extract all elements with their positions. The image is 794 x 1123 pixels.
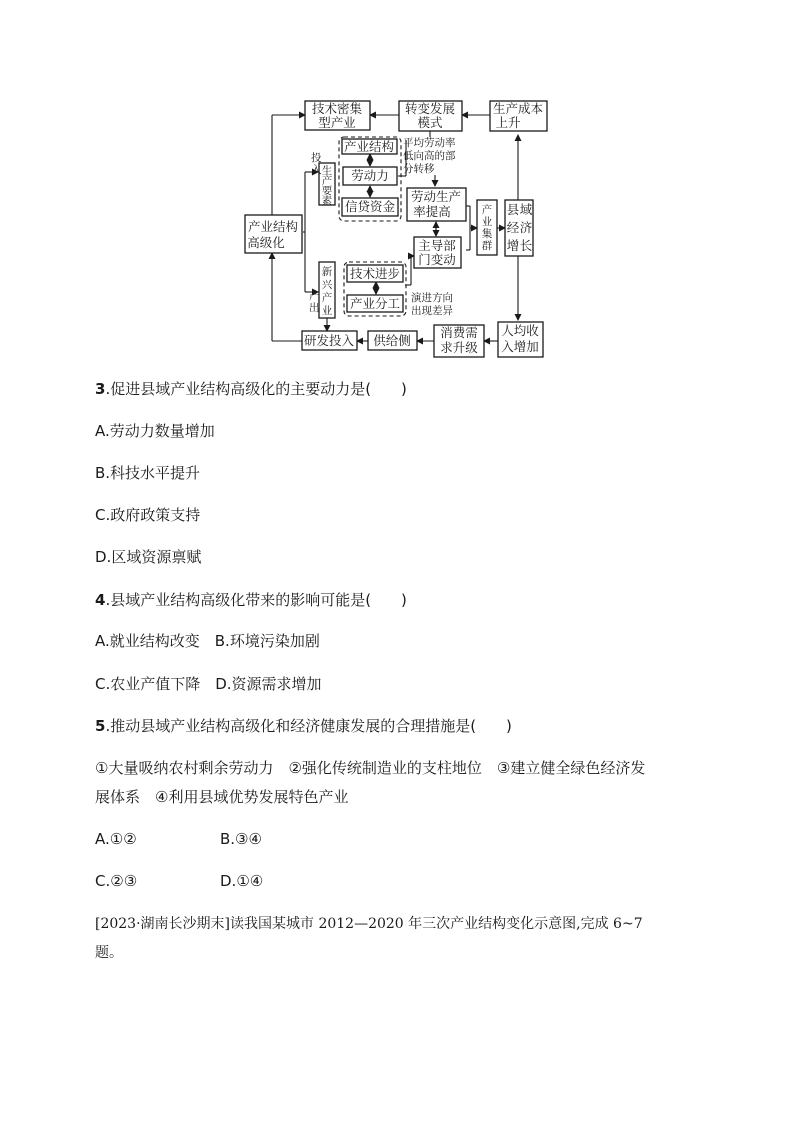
svg-text:模式: 模式	[417, 115, 443, 130]
label-evolve-note	[411, 291, 453, 317]
svg-text:求升级: 求升级	[440, 340, 478, 355]
node-tech-progress	[347, 265, 403, 282]
node-labor	[343, 167, 397, 185]
q3-option-c: C.政府政策支持	[95, 506, 201, 524]
node-emerging-industry	[319, 262, 335, 318]
node-consumption-upgrade	[434, 325, 484, 357]
svg-text:率提高: 率提高	[413, 204, 451, 219]
node-structure-upgrade	[245, 215, 302, 253]
svg-text:主导部: 主导部	[418, 238, 456, 253]
svg-text:业: 业	[321, 305, 333, 317]
svg-text:产: 产	[321, 175, 333, 187]
label-output	[309, 289, 320, 314]
intro-line-2: 题。	[95, 945, 123, 961]
q5-option-c: C.②③	[95, 872, 138, 890]
node-supply-side	[368, 331, 417, 350]
q4-options-row-2: C.农业产值下降 D.资源需求增加	[95, 675, 322, 693]
svg-text:生: 生	[321, 165, 333, 177]
q3-option-d: D.区域资源禀赋	[95, 548, 202, 566]
node-rd-investment	[302, 331, 357, 350]
svg-text:产业分工: 产业分工	[349, 296, 401, 311]
svg-text:平均劳动率: 平均劳动率	[403, 137, 456, 149]
svg-text:供给侧: 供给侧	[373, 333, 411, 348]
svg-text:劳动力: 劳动力	[351, 168, 389, 183]
svg-text:长: 长	[519, 238, 533, 253]
svg-text:素: 素	[321, 195, 333, 207]
node-credit-funds	[342, 198, 398, 216]
svg-text:信贷资金: 信贷资金	[344, 199, 396, 214]
q4-options-row-1: A.就业结构改变 B.环境污染加剧	[95, 632, 320, 650]
svg-text:产业结构: 产业结构	[343, 139, 395, 154]
node-leading-sector	[414, 237, 461, 268]
svg-text:上升: 上升	[495, 115, 521, 130]
svg-text:演进方向: 演进方向	[411, 292, 453, 304]
svg-text:分转移: 分转移	[403, 163, 435, 175]
svg-text:出: 出	[309, 302, 320, 314]
svg-text:投: 投	[311, 152, 322, 164]
q3-option-a: A.劳动力数量增加	[95, 422, 215, 440]
node-transform-mode	[399, 101, 462, 131]
label-transfer-note	[403, 136, 456, 175]
svg-text:入: 入	[311, 164, 322, 176]
svg-text:技术密集: 技术密集	[311, 101, 363, 116]
svg-text:人均收: 人均收	[501, 323, 539, 338]
svg-text:劳动生产: 劳动生产	[410, 189, 462, 204]
svg-text:型产业: 型产业	[318, 115, 356, 130]
intro-line-1: [2023·湖南长沙期末]读我国某城市 2012—2020 年三次产业结构变化示意图,完成 6~7	[95, 916, 643, 932]
svg-text:经: 经	[506, 220, 520, 235]
svg-text:域: 域	[519, 202, 533, 217]
svg-text:转变发展: 转变发展	[404, 101, 456, 116]
svg-text:增: 增	[506, 238, 520, 253]
svg-text:县: 县	[506, 202, 520, 217]
svg-text:技术进步: 技术进步	[349, 266, 401, 281]
node-industry-cluster	[477, 200, 497, 255]
industry-upgrade-flow-diagram	[0, 0, 794, 370]
svg-text:集: 集	[481, 228, 493, 240]
svg-text:兴: 兴	[321, 279, 333, 291]
node-tech-intensive	[305, 101, 370, 130]
svg-text:业: 业	[481, 216, 493, 228]
svg-text:生产成本: 生产成本	[492, 101, 544, 116]
svg-text:出现差异: 出现差异	[411, 305, 453, 317]
svg-text:研发投入: 研发投入	[303, 333, 355, 348]
q5-option-b: B.③④	[220, 830, 262, 848]
q3-option-b: B.科技水平提升	[95, 464, 201, 482]
svg-text:产: 产	[309, 290, 320, 302]
q5-statements-line-1: ①大量吸纳农村剩余劳动力 ②强化传统制造业的支柱地位 ③建立健全绿色经济发	[95, 759, 646, 777]
node-income-rise	[498, 322, 543, 357]
q5-option-a: A.①②	[95, 830, 137, 848]
svg-text:产业结构: 产业结构	[247, 219, 299, 234]
svg-text:门变动: 门变动	[418, 252, 456, 267]
q5-statements-line-2: 展体系 ④利用县域优势发展特色产业	[95, 788, 349, 806]
svg-text:消费需: 消费需	[440, 325, 478, 340]
svg-text:要: 要	[321, 185, 333, 197]
q5-option-d: D.①④	[220, 872, 264, 890]
svg-text:低向高的部: 低向高的部	[403, 150, 456, 162]
svg-text:产: 产	[481, 204, 493, 216]
svg-text:产: 产	[321, 292, 333, 304]
node-cost-rise	[490, 101, 547, 131]
label-invest	[311, 151, 322, 176]
node-county-growth	[505, 200, 533, 256]
node-productivity	[407, 188, 466, 221]
svg-text:入增加: 入增加	[501, 339, 539, 354]
question-4-stem: 4.县域产业结构高级化带来的影响可能是( )	[95, 591, 407, 609]
svg-text:高级化: 高级化	[247, 235, 285, 250]
node-industry-structure	[342, 139, 397, 154]
question-3-stem: 3.促进县域产业结构高级化的主要动力是( )	[95, 380, 407, 398]
node-division	[347, 295, 403, 312]
question-5-stem: 5.推动县域产业结构高级化和经济健康发展的合理措施是( )	[95, 717, 512, 735]
svg-text:新: 新	[321, 266, 333, 278]
svg-text:群: 群	[481, 240, 493, 252]
svg-text:济: 济	[519, 220, 533, 235]
